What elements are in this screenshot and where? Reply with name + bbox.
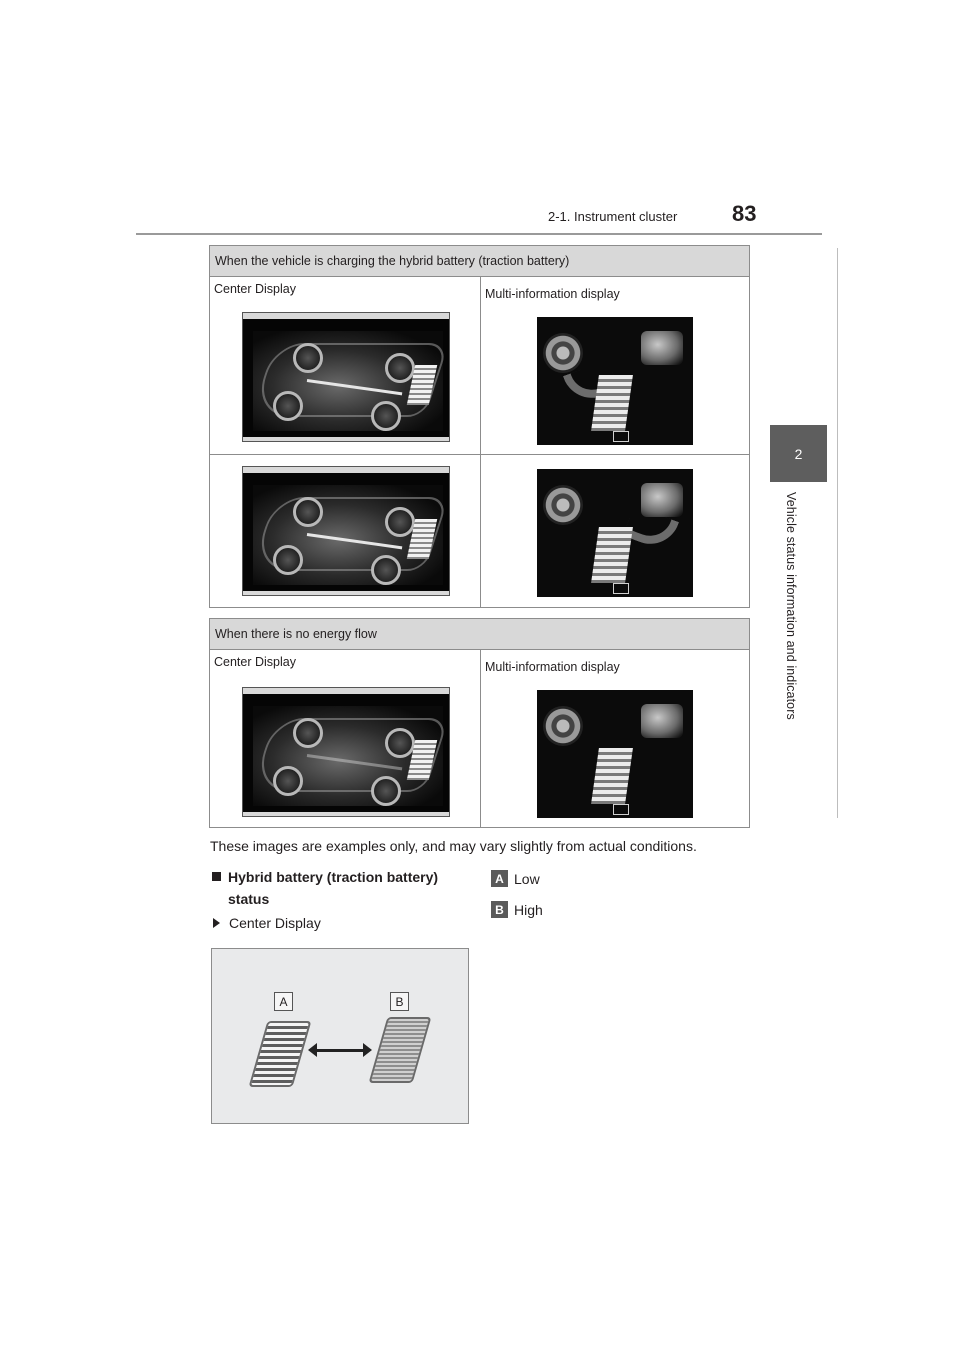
battery-high-icon: [369, 1017, 432, 1083]
no-energy-flow-table: [209, 618, 750, 828]
battery-icon: [613, 431, 629, 442]
legend-item-low: [491, 870, 540, 887]
callout-b: B: [390, 992, 409, 1011]
center-display-image: [242, 312, 450, 442]
center-display-cell-2: [210, 455, 481, 608]
images-caption: These images are examples only, and may vary slightly from actual conditions.: [210, 838, 697, 854]
chapter-title-vertical: [770, 492, 827, 772]
multi-info-display-cell: [481, 277, 750, 455]
center-display-cell-3: [210, 650, 481, 828]
multi-info-display-label-2: Multi-information display: [485, 660, 620, 674]
battery-status-heading-line1: Hybrid battery (traction battery): [228, 869, 439, 885]
center-display-subheading: [213, 915, 321, 931]
chapter-tab[interactable]: [770, 425, 827, 482]
legend-key-b: B: [491, 901, 508, 918]
multi-info-display-image-2: [537, 469, 693, 597]
center-display-image-2: [242, 466, 450, 596]
multi-info-display-cell-2: [481, 455, 750, 608]
center-display-image-3: [242, 687, 450, 817]
square-bullet-icon: [212, 872, 221, 881]
double-arrow-icon: [316, 1049, 364, 1052]
multi-info-display-cell-3: [481, 650, 750, 828]
multi-info-display-image: [537, 317, 693, 445]
legend-label-low: Low: [514, 870, 540, 887]
page-number: 83: [732, 201, 757, 226]
battery-low-icon: [249, 1021, 312, 1087]
chapter-number: 2: [794, 445, 803, 462]
center-display-cell: [210, 277, 481, 455]
charging-table-heading: When the vehicle is charging the hybrid battery (traction battery): [210, 246, 750, 277]
no-energy-flow-heading: When there is no energy flow: [210, 619, 750, 650]
chapter-title: Vehicle status information and indicators: [784, 492, 798, 720]
battery-status-heading: [212, 866, 438, 910]
battery-icon: [613, 804, 629, 815]
multi-info-display-label: Multi-information display: [485, 287, 620, 301]
charging-table: [209, 245, 750, 608]
battery-status-figure: [211, 948, 469, 1124]
battery-icon: [613, 583, 629, 594]
center-display-label: Center Display: [214, 282, 296, 296]
triangle-bullet-icon: [213, 918, 220, 928]
center-display-subheading-text: Center Display: [229, 915, 321, 931]
multi-info-display-image-3: [537, 690, 693, 818]
side-rule: [837, 248, 838, 818]
legend-item-high: [491, 901, 543, 918]
legend-key-a: A: [491, 870, 508, 887]
legend-label-high: High: [514, 901, 543, 918]
header-rule: [136, 233, 822, 235]
center-display-label-2: Center Display: [214, 655, 296, 669]
callout-a: A: [274, 992, 293, 1011]
battery-status-heading-line2: status: [228, 891, 270, 907]
section-title: 2-1. Instrument cluster: [548, 209, 678, 224]
